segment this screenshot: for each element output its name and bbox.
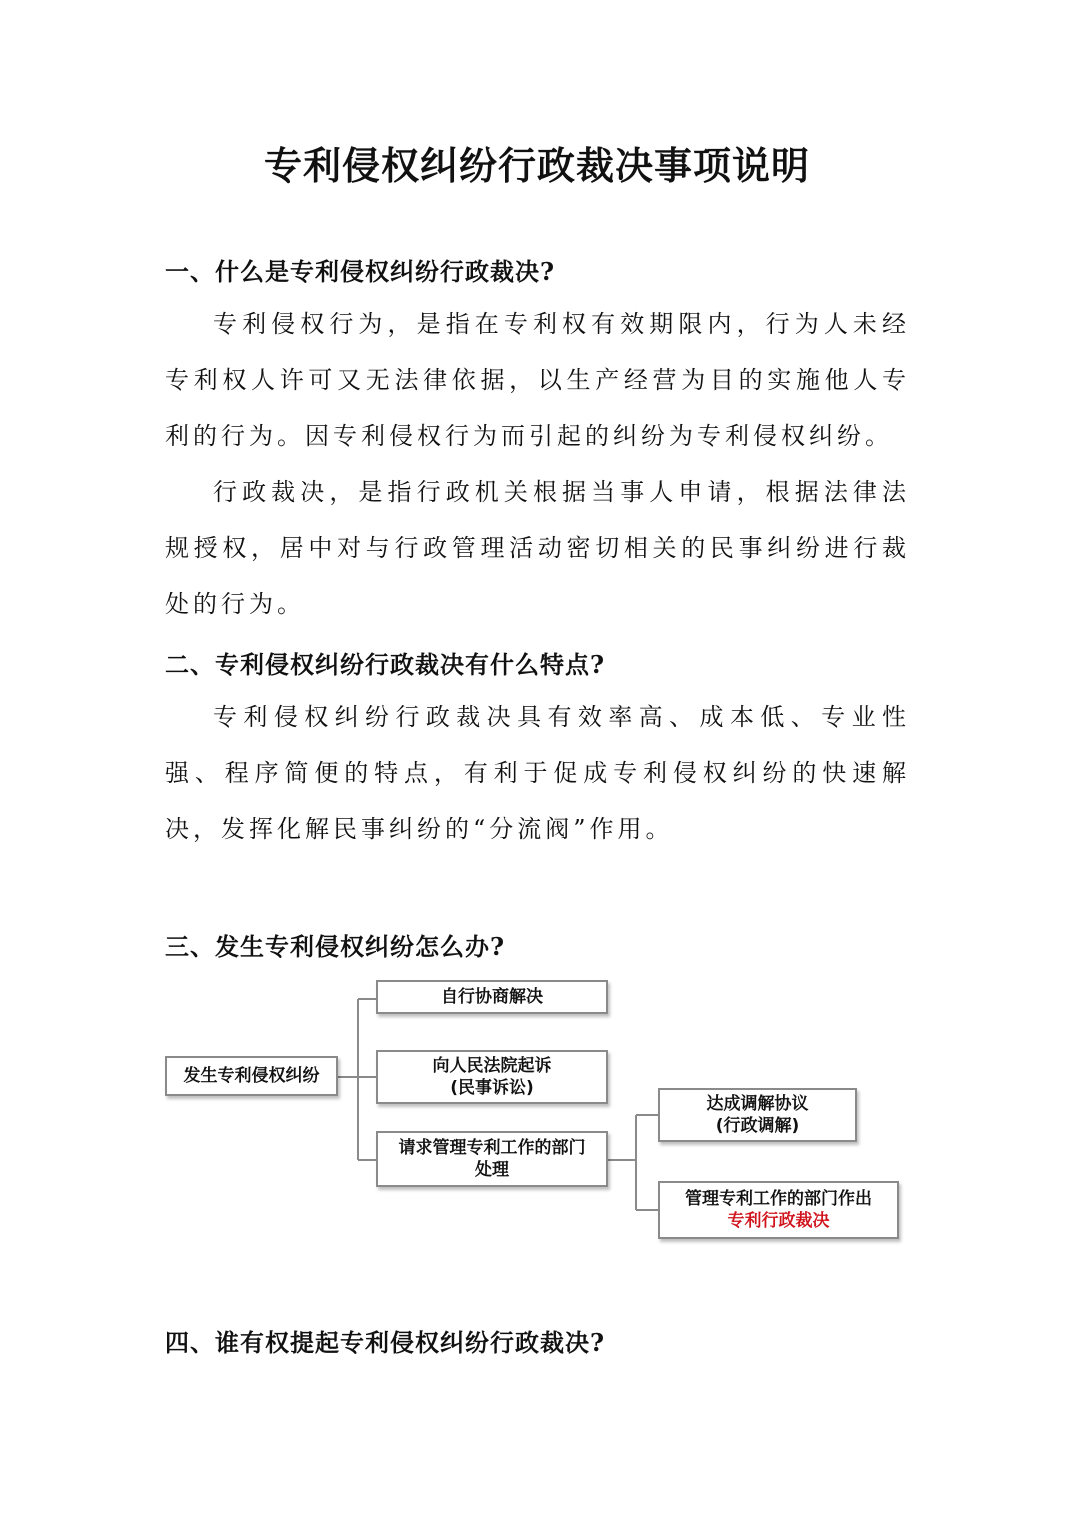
section-1-heading: 一、什么是专利侵权纠纷行政裁决? xyxy=(165,257,556,286)
option-negotiate-label: 自行协商解决 xyxy=(441,987,543,1007)
section-2-heading: 二、专利侵权纠纷行政裁决有什么特点? xyxy=(165,650,606,679)
option-lawsuit-label-2: (民事诉讼) xyxy=(450,1078,534,1098)
option-lawsuit-label-1: 向人民法院起诉 xyxy=(432,1056,552,1076)
result-mediation-node xyxy=(658,1088,857,1142)
option-admin-request-label-2: 处理 xyxy=(475,1160,509,1180)
result-ruling-node xyxy=(658,1181,899,1239)
section-1-paragraph-1: 专利侵权行为，是指在专利权有效期限内，行为人未经专利权人许可又无法律依据，以生产经营为目的实施他人专利的行为。因专利侵权行为而引起的纠纷为专利侵权纠纷。 xyxy=(165,310,910,450)
section-2-paragraph-1: 专利侵权纠纷行政裁决具有效率高、成本低、专业性强、程序简便的特点，有利于促成专利侵权纠纷的快速解决，发挥化解民事纠纷的“分流阀”作用。 xyxy=(165,703,910,843)
section-4-heading: 四、谁有权提起专利侵权纠纷行政裁决? xyxy=(165,1328,606,1357)
result-ruling-label-1: 管理专利工作的部门作出 xyxy=(685,1189,872,1209)
root-node-label: 发生专利侵权纠纷 xyxy=(183,1066,320,1086)
page-title: 专利侵权纠纷行政裁决事项说明 xyxy=(263,143,810,188)
section-3-heading: 三、发生专利侵权纠纷怎么办? xyxy=(165,932,506,961)
result-mediation-label-2: (行政调解) xyxy=(715,1116,800,1136)
section-1-paragraph-2: 行政裁决，是指行政机关根据当事人申请，根据法律法规授权，居中对与行政管理活动密切相关的民事纠纷进行裁处的行为。 xyxy=(165,478,910,618)
option-admin-request-node xyxy=(376,1131,608,1187)
result-mediation-label-1: 达成调解协议 xyxy=(706,1094,809,1114)
option-admin-request-label-1: 请求管理专利工作的部门 xyxy=(398,1138,586,1158)
flowchart xyxy=(160,975,910,1250)
option-negotiate-node xyxy=(376,980,608,1014)
root-node xyxy=(165,1056,338,1096)
option-lawsuit-node xyxy=(376,1050,608,1104)
result-ruling-label-2-highlight: 专利行政裁决 xyxy=(727,1211,830,1231)
